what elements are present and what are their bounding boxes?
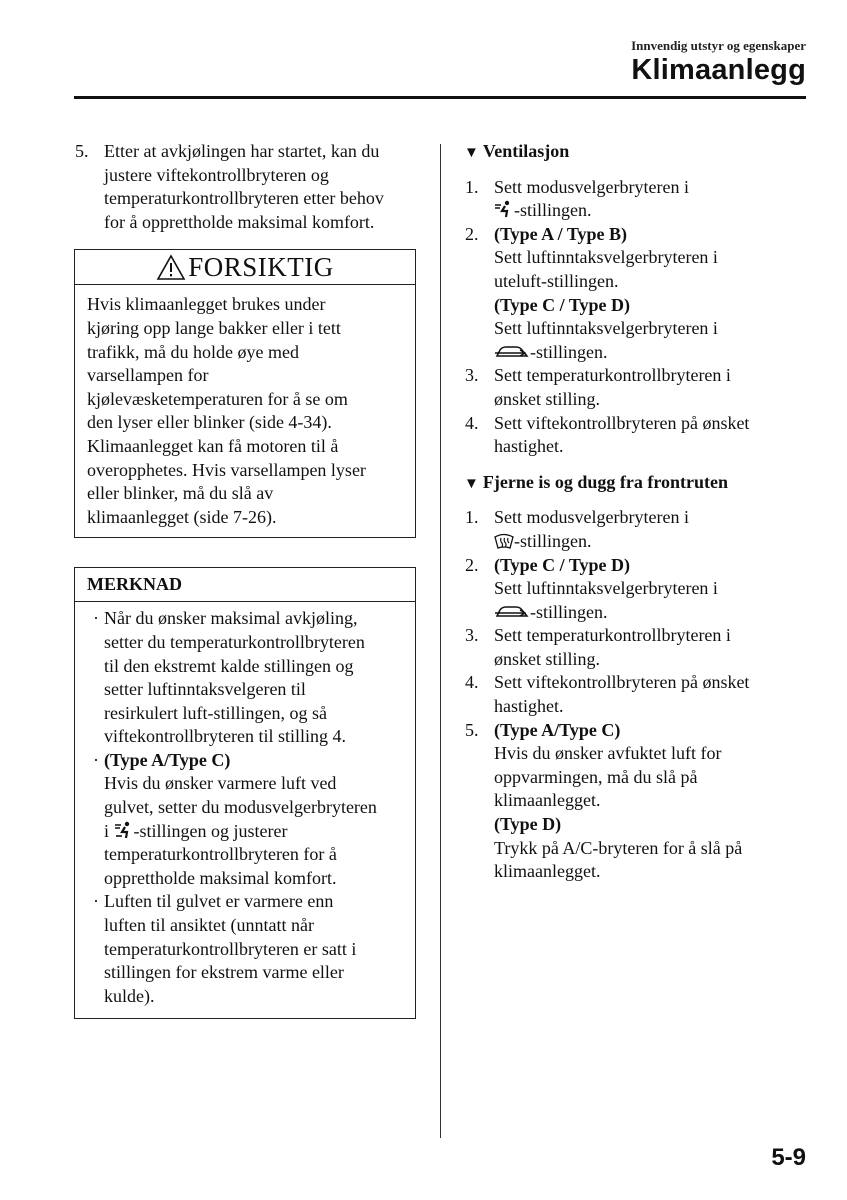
type-label: (Type A/Type C) [104, 749, 231, 770]
step-text-with-icon [494, 530, 809, 554]
note-text: temperaturkontrollbryteren for å [104, 844, 337, 865]
note-text: resirkulert luft-stillingen, og så [104, 702, 327, 723]
caution-title: FORSIKTIG [188, 251, 334, 282]
caution-text: trafikk, må du holde øye med [87, 341, 299, 362]
defroster-icon [494, 533, 514, 549]
note-text: til den ekstremt kalde stillingen og [104, 655, 354, 676]
warning-triangle-icon [156, 254, 186, 281]
section-heading-ventilation [464, 140, 809, 166]
step-text: uteluft-stillingen. [494, 270, 619, 291]
step-text: Sett luftinntaksvelgerbryteren i [494, 247, 718, 268]
step-number: 2. [465, 554, 479, 575]
note-text: -stillingen og justerer [133, 820, 288, 841]
note-text: Hvis du ønsker varmere luft ved [104, 773, 337, 794]
section-heading-text: Ventilasjon [482, 141, 570, 161]
step-5 [464, 719, 809, 884]
step-number: 3. [465, 365, 479, 386]
bullet-dot: · [93, 608, 99, 629]
caution-text: Hvis klimaanlegget brukes under [87, 294, 326, 315]
step-text: klimaanlegget. [494, 790, 601, 811]
note-text: kulde). [104, 985, 155, 1006]
note-text: temperaturkontrollbryteren er satt i [104, 938, 357, 959]
page-title: Klimaanlegg [631, 54, 806, 86]
type-label: (Type C / Type D) [494, 554, 631, 575]
caution-box [74, 249, 416, 538]
step-text: Etter at avkjølingen har startet, kan du [104, 141, 380, 161]
column-divider [440, 144, 441, 1138]
caution-text: den lyser eller blinker (side 4-34). [87, 412, 332, 433]
step-text-with-icon [494, 199, 809, 223]
step-text: Hvis du ønsker avfuktet luft for [494, 743, 722, 764]
step-text: Sett temperaturkontrollbryteren i [494, 625, 731, 646]
caution-header [75, 250, 415, 285]
step-text-with-icon [494, 341, 809, 365]
note-text: setter du temperaturkontrollbryteren [104, 631, 365, 652]
header-rule [74, 96, 806, 99]
step-1 [464, 506, 809, 553]
step-text: -stillingen. [514, 200, 592, 221]
step-text: hastighet. [494, 696, 564, 717]
step-text: Sett luftinntaksvelgerbryteren i [494, 578, 718, 599]
caution-body [75, 285, 415, 537]
step-text: oppvarmingen, må du slå på [494, 766, 698, 787]
step-number: 1. [465, 507, 479, 528]
note-text: luften til ansiktet (unntatt når [104, 915, 314, 936]
step-text: -stillingen. [530, 601, 608, 622]
floor-face-mode-icon [114, 821, 134, 839]
type-label: (Type A / Type B) [494, 223, 628, 244]
ventilation-steps [464, 176, 809, 459]
step-3 [464, 624, 809, 671]
note-text: setter luftinntaksvelgeren til [104, 679, 306, 700]
note-title: MERKNAD [75, 568, 415, 602]
caution-text: eller blinker, må du slå av [87, 483, 274, 504]
note-text-with-icon [104, 820, 403, 844]
step-text: justere viftekontrollbryteren og [104, 164, 329, 185]
page-number: 5-9 [771, 1144, 806, 1171]
step-number: 5. [465, 719, 479, 740]
step-3 [464, 364, 809, 411]
step-text: hastighet. [494, 436, 564, 457]
step-text: ønsket stilling. [494, 648, 601, 669]
defrost-steps [464, 506, 809, 884]
right-column [464, 140, 809, 884]
step-text: Sett temperaturkontrollbryteren i [494, 365, 731, 386]
step-list-left [74, 140, 416, 234]
type-label: (Type D) [494, 814, 562, 835]
step-number: 3. [465, 625, 479, 646]
step-text: ønsket stilling. [494, 388, 601, 409]
note-bullet [87, 607, 403, 749]
step-2 [464, 554, 809, 625]
caution-text: overopphetes. Hvis varsellampen lyser [87, 459, 366, 480]
step-text: Sett luftinntaksvelgerbryteren i [494, 318, 718, 339]
note-text: opprettholde maksimal komfort. [104, 867, 337, 888]
note-text: Luften til gulvet er varmere enn [104, 891, 334, 912]
step-5 [74, 140, 416, 234]
type-label: (Type C / Type D) [494, 294, 631, 315]
caution-text: Klimaanlegget kan få motoren til å [87, 435, 339, 456]
step-number: 4. [465, 412, 479, 433]
outside-air-icon [494, 344, 530, 360]
note-bullet [87, 749, 403, 891]
outside-air-icon [494, 604, 530, 620]
step-text: -stillingen. [530, 341, 608, 362]
step-1 [464, 176, 809, 223]
bullet-dot: · [93, 749, 99, 770]
triangle-down-icon: ▼ [464, 475, 479, 492]
caution-text: kjølevæsketemperaturen for å se om [87, 388, 348, 409]
note-box [74, 567, 416, 1019]
note-text: Når du ønsker maksimal avkjøling, [104, 608, 358, 629]
step-4 [464, 412, 809, 459]
step-text: Sett modusvelgerbryteren i [494, 176, 689, 197]
step-number: 4. [465, 672, 479, 693]
step-2 [464, 223, 809, 365]
step-4 [464, 671, 809, 718]
type-label: (Type A/Type C) [494, 719, 621, 740]
caution-text: varsellampen for [87, 365, 209, 386]
note-body [75, 602, 415, 1018]
step-number: 2. [465, 223, 479, 244]
step-text: Sett modusvelgerbryteren i [494, 507, 689, 528]
step-text: klimaanlegget. [494, 861, 601, 882]
note-text: viftekontrollbryteren til stilling 4. [104, 726, 346, 747]
caution-text: kjøring opp lange bakker eller i tett [87, 317, 341, 338]
step-text: Trykk på A/C-bryteren for å slå på [494, 837, 743, 858]
step-text: Sett viftekontrollbryteren på ønsket [494, 672, 750, 693]
section-subtitle: Innvendig utstyr og egenskaper [631, 38, 806, 53]
step-text: temperaturkontrollbryteren etter behov [104, 188, 384, 209]
step-text-with-icon [494, 601, 809, 625]
caution-text: klimaanlegget (side 7-26). [87, 506, 277, 527]
note-bullet [87, 890, 403, 1008]
note-text: gulvet, setter du modusvelgerbryteren [104, 797, 377, 818]
step-text: Sett viftekontrollbryteren på ønsket [494, 412, 750, 433]
step-number: 1. [465, 176, 479, 197]
section-heading-text: Fjerne is og dugg fra frontruten [482, 471, 728, 492]
step-text: for å opprettholde maksimal komfort. [104, 211, 375, 232]
left-column [74, 140, 416, 1019]
step-number: 5. [75, 141, 89, 161]
bullet-dot: · [93, 891, 99, 912]
note-text: stillingen for ekstrem varme eller [104, 962, 344, 983]
face-vent-mode-icon [494, 200, 514, 218]
step-text: -stillingen. [514, 530, 592, 551]
section-heading-defrost [464, 471, 809, 497]
triangle-down-icon: ▼ [464, 145, 479, 161]
note-text: i [104, 820, 114, 841]
